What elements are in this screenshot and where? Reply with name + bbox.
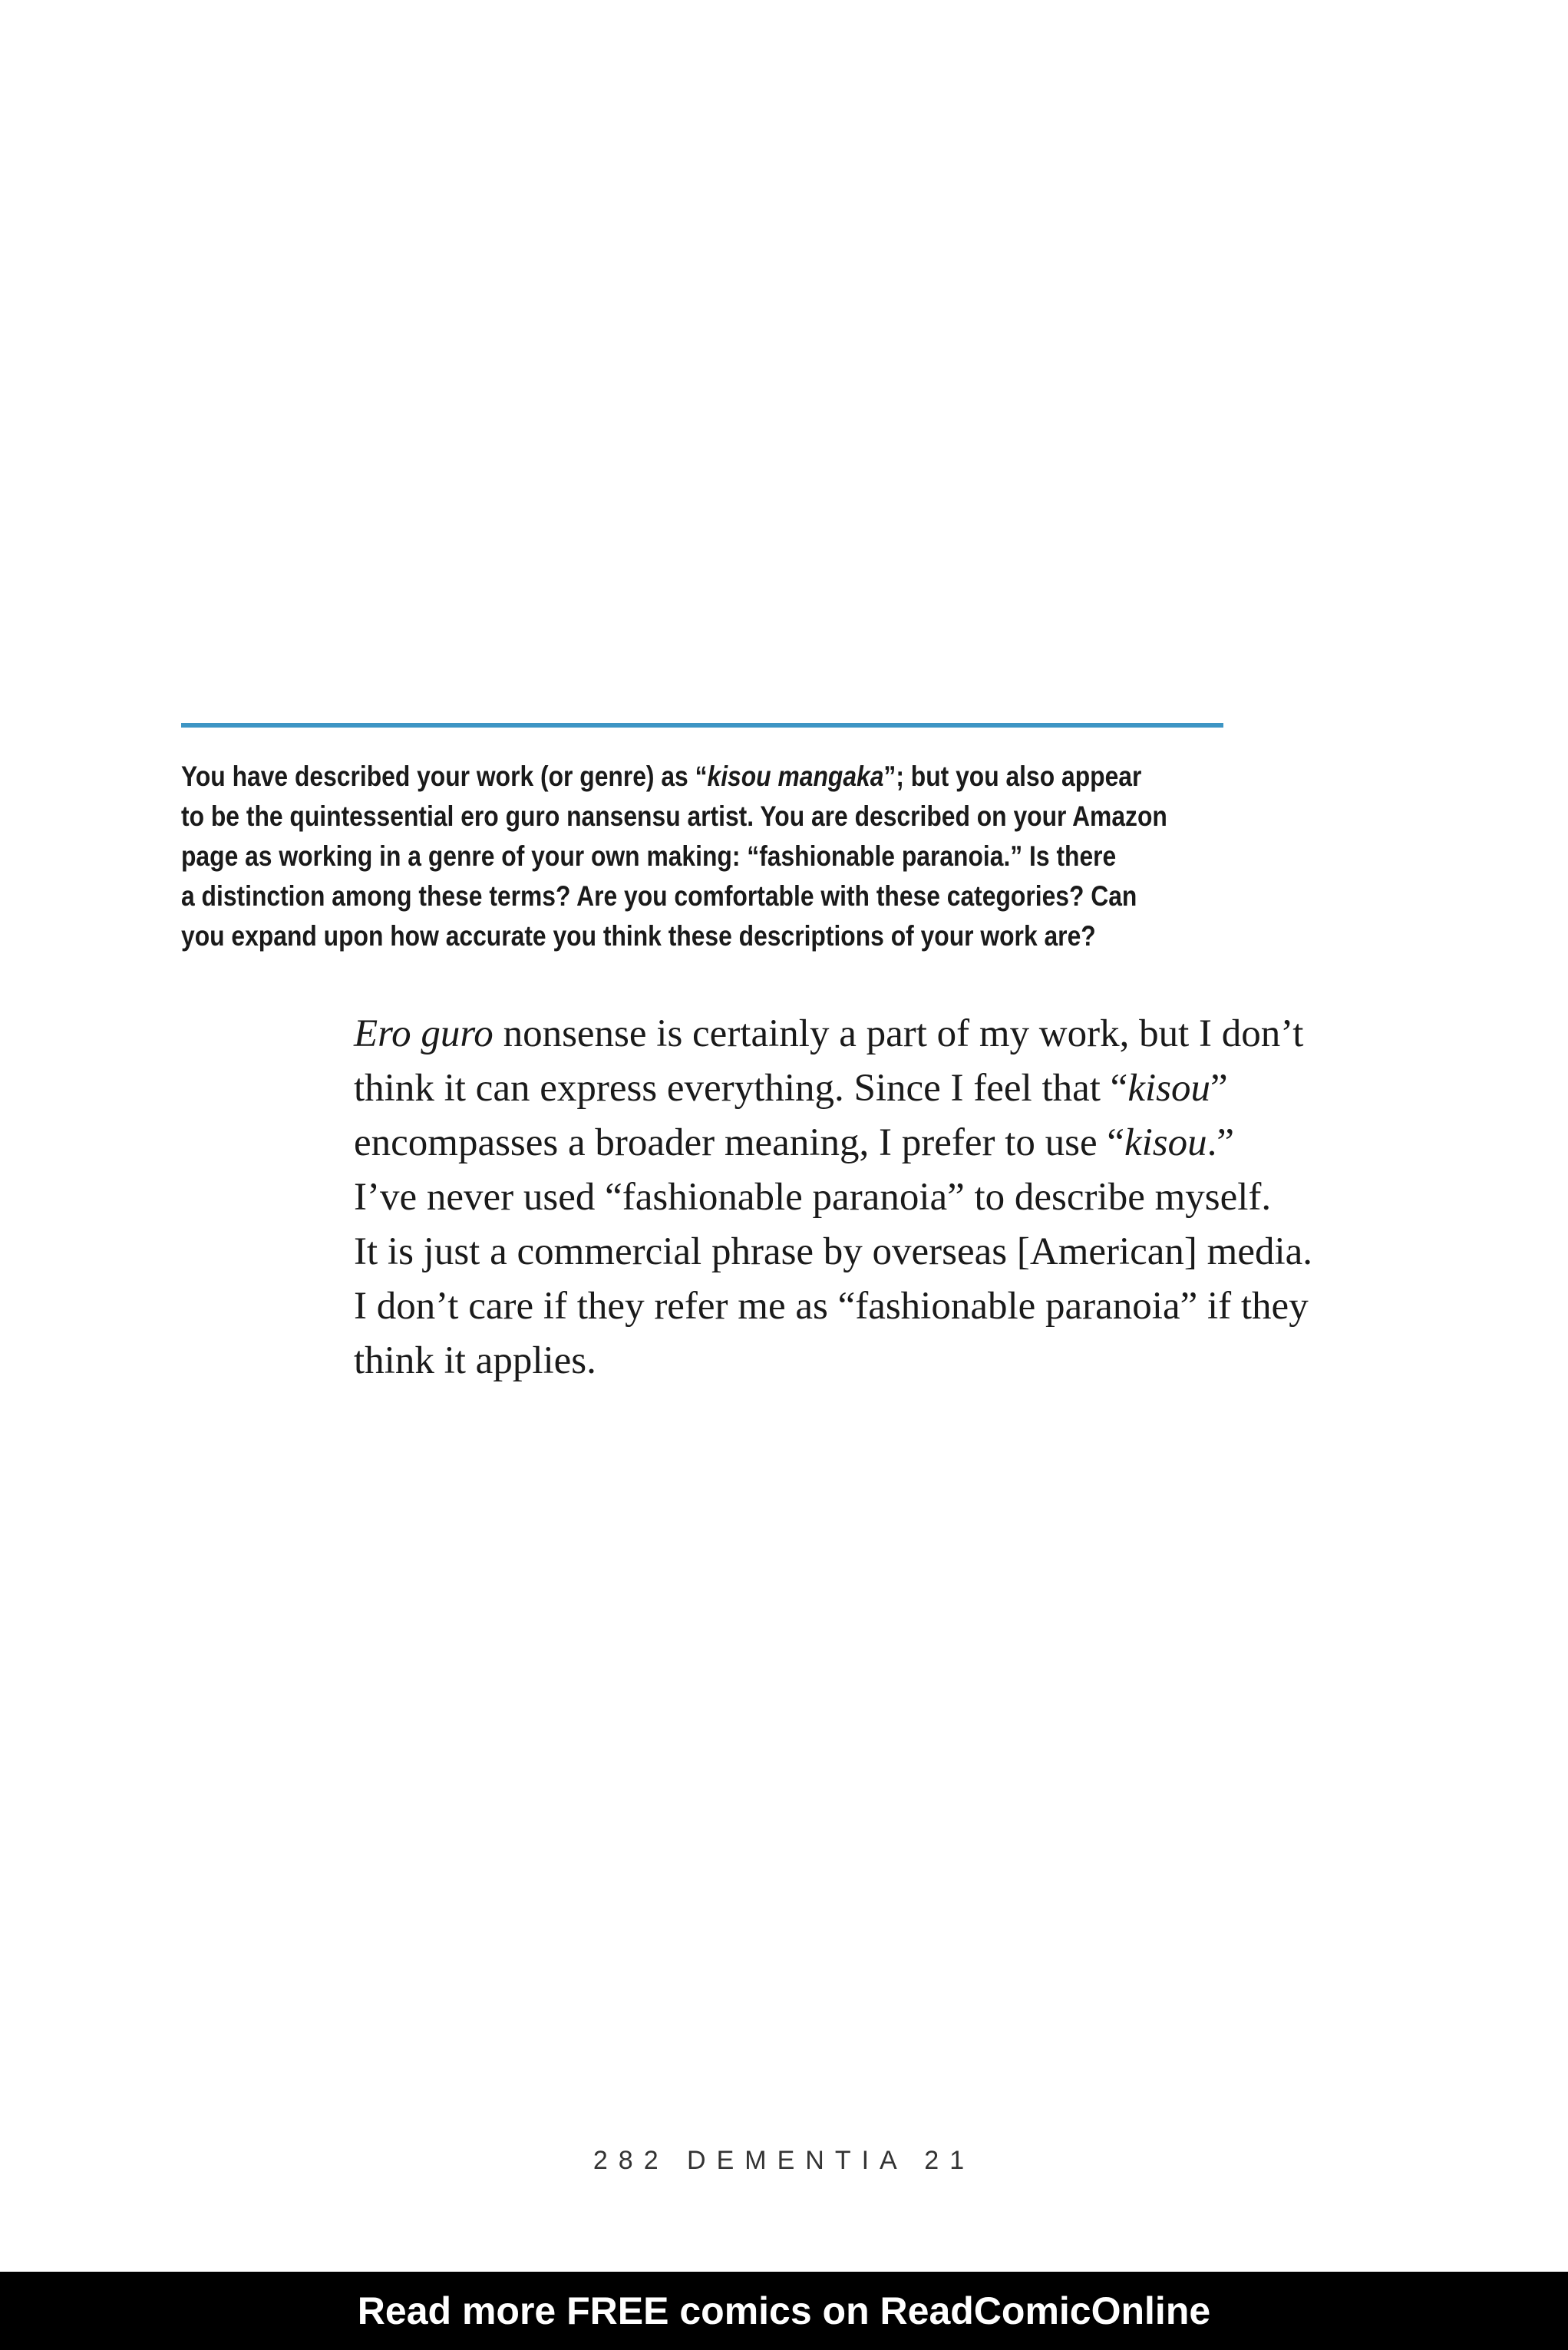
promo-link[interactable]: Read more FREE comics on ReadComicOnline [357,2289,1211,2332]
answer-line-3: encompasses a broader meaning, I prefer to use “kisou.” [354,1121,1235,1164]
interview-answer [354,1007,1444,1388]
interview-question [181,757,1167,956]
emphasis-kisou: kisou [1124,1121,1207,1164]
question-line-5: you expand upon how accurate you think these descriptions of your work are? [181,920,1096,952]
answer-line-6: I don’t care if they refer me as “fashionable paranoia” if they [354,1285,1309,1328]
answer-line-5: It is just a commercial phrase by overseas [American] media. [354,1230,1313,1273]
question-line-3: page as working in a genre of your own making: “fashionable paranoia.” Is there [181,840,1117,872]
section-divider [181,723,1223,728]
question-line-2: to be the quintessential ero guro nansensu artist. You are described on your Amazon [181,800,1167,832]
question-line-4: a distinction among these terms? Are you comfortable with these categories? Can [181,880,1137,912]
emphasis-ero-guro: Ero guro [354,1012,494,1055]
emphasis-kisou-mangaka: kisou mangaka [707,761,884,792]
question-line-1: You have described your work (or genre) as “kisou mangaka”; but you also appear [181,761,1142,792]
promo-banner[interactable] [0,2272,1568,2350]
answer-line-4: I’ve never used “fashionable paranoia” to describe myself. [354,1176,1272,1219]
answer-line-1: Ero guro nonsense is certainly a part of my work, but I don’t [354,1012,1304,1055]
answer-line-7: think it applies. [354,1339,596,1382]
page-folio: 282 DEMENTIA 21 [593,2146,975,2175]
answer-line-2: think it can express everything. Since I feel that “kisou” [354,1067,1228,1110]
emphasis-kisou: kisou [1127,1067,1210,1110]
